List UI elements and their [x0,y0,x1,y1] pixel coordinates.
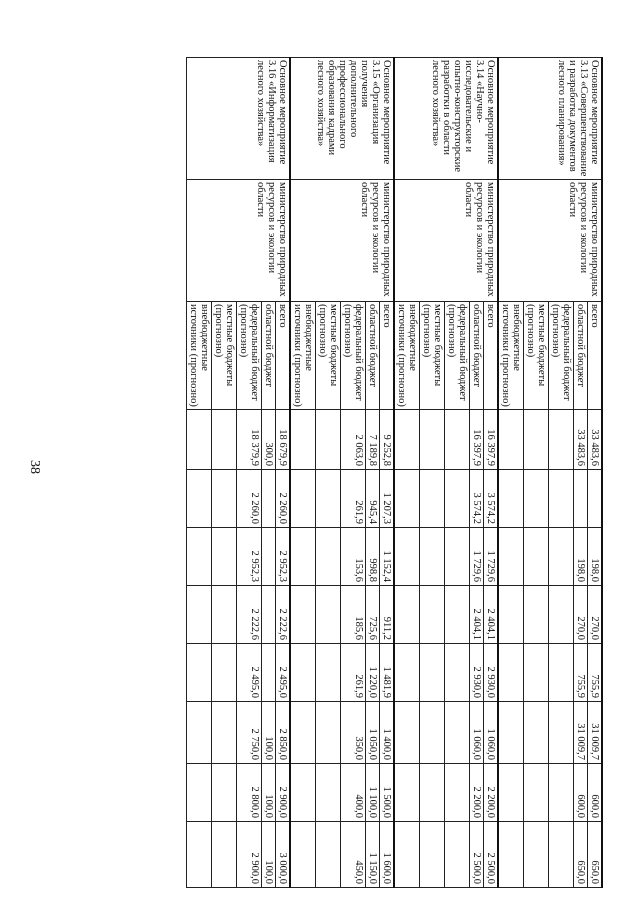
amount-cell: 3 574,2 [470,470,484,528]
funding-source-cell: внебюджетные источники (прогнозно) [394,302,420,410]
amount-cell [524,764,549,822]
amount-cell: 270,0 [574,586,588,644]
amount-cell [445,822,470,888]
amount-cell [290,528,316,586]
amount-cell: 33 483,6 [574,410,588,470]
funding-source-cell: внебюджетные источники (прогнозно) [290,302,316,410]
amount-cell: 261,9 [341,470,366,528]
executor-cell: министерство природных ресурсов и экологии области [498,180,602,302]
amount-cell: 755,9 [588,644,603,702]
amount-cell: 1 220,0 [366,644,380,702]
amount-cell [498,410,524,470]
amount-cell: 2 800,0 [237,764,262,822]
amount-cell [524,702,549,764]
amount-cell: 31 009,7 [588,702,603,764]
amount-cell [394,470,420,528]
amount-cell: 1 060,0 [484,702,499,764]
amount-cell: 9 252,8 [380,410,395,470]
amount-cell: 650,0 [588,822,603,888]
amount-cell: 2 930,0 [470,644,484,702]
amount-cell [187,702,212,764]
amount-cell [212,586,237,644]
amount-cell: 2 952,3 [237,528,262,586]
funding-source-cell: местные бюджеты (прогнозно) [316,302,341,410]
amount-cell [212,644,237,702]
amount-cell: 18 679,9 [276,410,291,470]
amount-cell [187,644,212,702]
amount-cell [316,764,341,822]
funding-source-cell: областной бюджет [470,302,484,410]
funding-source-cell: областной бюджет [574,302,588,410]
amount-cell [549,528,574,586]
table-row [588,58,603,888]
amount-cell [316,586,341,644]
amount-cell [290,764,316,822]
amount-cell: 16 397,9 [470,410,484,470]
funding-source-cell: федеральный бюджет (прогнозно) [445,302,470,410]
funding-source-cell: областной бюджет [366,302,380,410]
amount-cell: 261,9 [341,644,366,702]
table-row [484,58,499,888]
amount-cell: 2 495,0 [237,644,262,702]
amount-cell [290,410,316,470]
amount-cell [445,702,470,764]
amount-cell: 100,0 [262,702,276,764]
amount-cell: 2 495,0 [276,644,291,702]
amount-cell: 1 729,6 [470,528,484,586]
amount-cell [420,822,445,888]
amount-cell [212,410,237,470]
amount-cell [498,822,524,888]
amount-cell [549,586,574,644]
amount-cell [420,470,445,528]
amount-cell [498,528,524,586]
amount-cell [498,586,524,644]
funding-source-cell: всего [380,302,395,410]
amount-cell [420,644,445,702]
amount-cell [290,586,316,644]
amount-cell [498,644,524,702]
page-number: 38 [27,460,42,474]
amount-cell: 2 260,0 [237,470,262,528]
amount-cell: 1 150,0 [366,822,380,888]
amount-cell [394,528,420,586]
amount-cell [394,410,420,470]
amount-cell: 2 063,0 [341,410,366,470]
amount-cell: 2 200,0 [484,764,499,822]
amount-cell: 1 500,0 [380,764,395,822]
measure-name-cell: Основное мероприятие 3.16 «Информатизация лесного хозяйства» [187,58,291,180]
budget-table [186,57,603,888]
amount-cell: 18 379,9 [237,410,262,470]
funding-source-cell: местные бюджеты (прогнозно) [420,302,445,410]
amount-cell: 2 500,0 [484,822,499,888]
amount-cell [420,410,445,470]
amount-cell: 2 404,1 [484,586,499,644]
amount-cell [212,528,237,586]
amount-cell [420,528,445,586]
funding-source-cell: внебюджетные источники (прогнозно) [187,302,212,410]
amount-cell [549,470,574,528]
amount-cell: 3 000,0 [276,822,291,888]
amount-cell: 185,6 [341,586,366,644]
amount-cell: 350,0 [341,702,366,764]
executor-cell: министерство природных ресурсов и экологии области [394,180,498,302]
amount-cell [316,470,341,528]
amount-cell [549,764,574,822]
executor-cell: министерство природных ресурсов и экологии области [290,180,394,302]
amount-cell [187,470,212,528]
amount-cell: 1 060,0 [470,702,484,764]
amount-cell [549,702,574,764]
amount-cell: 1 481,9 [380,644,395,702]
amount-cell [187,410,212,470]
amount-cell [549,410,574,470]
amount-cell: 2 500,0 [470,822,484,888]
amount-cell: 2 930,0 [484,644,499,702]
amount-cell: 2 222,6 [276,586,291,644]
amount-cell [549,644,574,702]
amount-cell: 1 152,4 [380,528,395,586]
amount-cell [420,586,445,644]
amount-cell [262,586,276,644]
amount-cell: 100,0 [262,764,276,822]
amount-cell [316,644,341,702]
funding-source-cell: федеральный бюджет (прогнозно) [237,302,262,410]
amount-cell: 16 397,9 [484,410,499,470]
amount-cell: 1 207,3 [380,470,395,528]
amount-cell [420,764,445,822]
amount-cell [498,764,524,822]
amount-cell [290,702,316,764]
amount-cell [524,586,549,644]
amount-cell: 945,4 [366,470,380,528]
amount-cell: 2 952,3 [276,528,291,586]
amount-cell: 2 850,0 [276,702,291,764]
measure-name-cell: Основное мероприятие 3.14 «Научно-исследовательские и опытно-конструкторские разработки в области лесного хозяйства» [394,58,498,180]
amount-cell [445,410,470,470]
amount-cell [316,702,341,764]
funding-source-cell: местные бюджеты (прогнозно) [212,302,237,410]
amount-cell [316,410,341,470]
amount-cell [394,764,420,822]
amount-cell [262,528,276,586]
amount-cell [212,470,237,528]
funding-source-cell: всего [588,302,603,410]
measure-name-cell: Основное мероприятие 3.13 «Совершенствование и разработка документов лесного планирования» [498,58,602,180]
amount-cell [445,644,470,702]
amount-cell [498,470,524,528]
amount-cell [524,470,549,528]
amount-cell: 998,8 [366,528,380,586]
amount-cell [524,410,549,470]
amount-cell [524,644,549,702]
amount-cell: 450,0 [341,822,366,888]
amount-cell [445,764,470,822]
amount-cell [394,702,420,764]
amount-cell: 31 009,7 [574,702,588,764]
amount-cell: 33 483,6 [588,410,603,470]
amount-cell: 650,0 [574,822,588,888]
amount-cell: 1 600,0 [380,822,395,888]
amount-cell: 2 404,1 [470,586,484,644]
amount-cell [290,822,316,888]
amount-cell [262,470,276,528]
amount-cell [524,822,549,888]
amount-cell [445,586,470,644]
amount-cell [290,470,316,528]
amount-cell: 2 750,0 [237,702,262,764]
amount-cell: 725,6 [366,586,380,644]
amount-cell: 270,0 [588,586,603,644]
amount-cell [498,702,524,764]
amount-cell: 153,6 [341,528,366,586]
amount-cell: 755,9 [574,644,588,702]
amount-cell [187,586,212,644]
amount-cell: 198,0 [574,528,588,586]
amount-cell: 2 900,0 [276,764,291,822]
amount-cell [290,644,316,702]
amount-cell [212,702,237,764]
amount-cell [316,822,341,888]
amount-cell [394,644,420,702]
amount-cell [262,644,276,702]
measure-name-cell: Основное мероприятие 3.15 «Организация получения дополнительного профессионального образования кадрами лесного хозяйства» [290,58,394,180]
funding-source-cell: федеральный бюджет (прогнозно) [341,302,366,410]
amount-cell: 3 574,2 [484,470,499,528]
amount-cell: 2 260,0 [276,470,291,528]
amount-cell: 198,0 [588,528,603,586]
amount-cell: 600,0 [574,764,588,822]
amount-cell [588,470,603,528]
funding-source-cell: местные бюджеты (прогнозно) [524,302,549,410]
funding-source-cell: федеральный бюджет (прогнозно) [549,302,574,410]
table-row [380,58,395,888]
amount-cell [212,822,237,888]
amount-cell: 2 200,0 [470,764,484,822]
funding-source-cell: внебюджетные источники (прогнозно) [498,302,524,410]
amount-cell [524,528,549,586]
amount-cell: 1 729,6 [484,528,499,586]
amount-cell: 600,0 [588,764,603,822]
amount-cell [394,586,420,644]
amount-cell [187,528,212,586]
funding-source-cell: всего [276,302,291,410]
amount-cell [445,528,470,586]
amount-cell: 300,0 [262,410,276,470]
amount-cell: 1 400,0 [380,702,395,764]
amount-cell: 911,2 [380,586,395,644]
executor-cell: министерство природных ресурсов и экологии области [187,180,291,302]
amount-cell: 2 900,0 [237,822,262,888]
table-row [276,58,291,888]
amount-cell [187,822,212,888]
rotated-table-wrapper [113,57,603,887]
amount-cell: 1 100,0 [366,764,380,822]
amount-cell: 1 050,0 [366,702,380,764]
amount-cell [420,702,445,764]
amount-cell [187,764,212,822]
amount-cell: 2 222,6 [237,586,262,644]
amount-cell: 100,0 [262,822,276,888]
funding-source-cell: областной бюджет [262,302,276,410]
amount-cell [212,764,237,822]
amount-cell [316,528,341,586]
funding-source-cell: всего [484,302,499,410]
amount-cell: 7 189,8 [366,410,380,470]
amount-cell: 400,0 [341,764,366,822]
amount-cell [549,822,574,888]
amount-cell [574,470,588,528]
amount-cell [394,822,420,888]
amount-cell [445,470,470,528]
